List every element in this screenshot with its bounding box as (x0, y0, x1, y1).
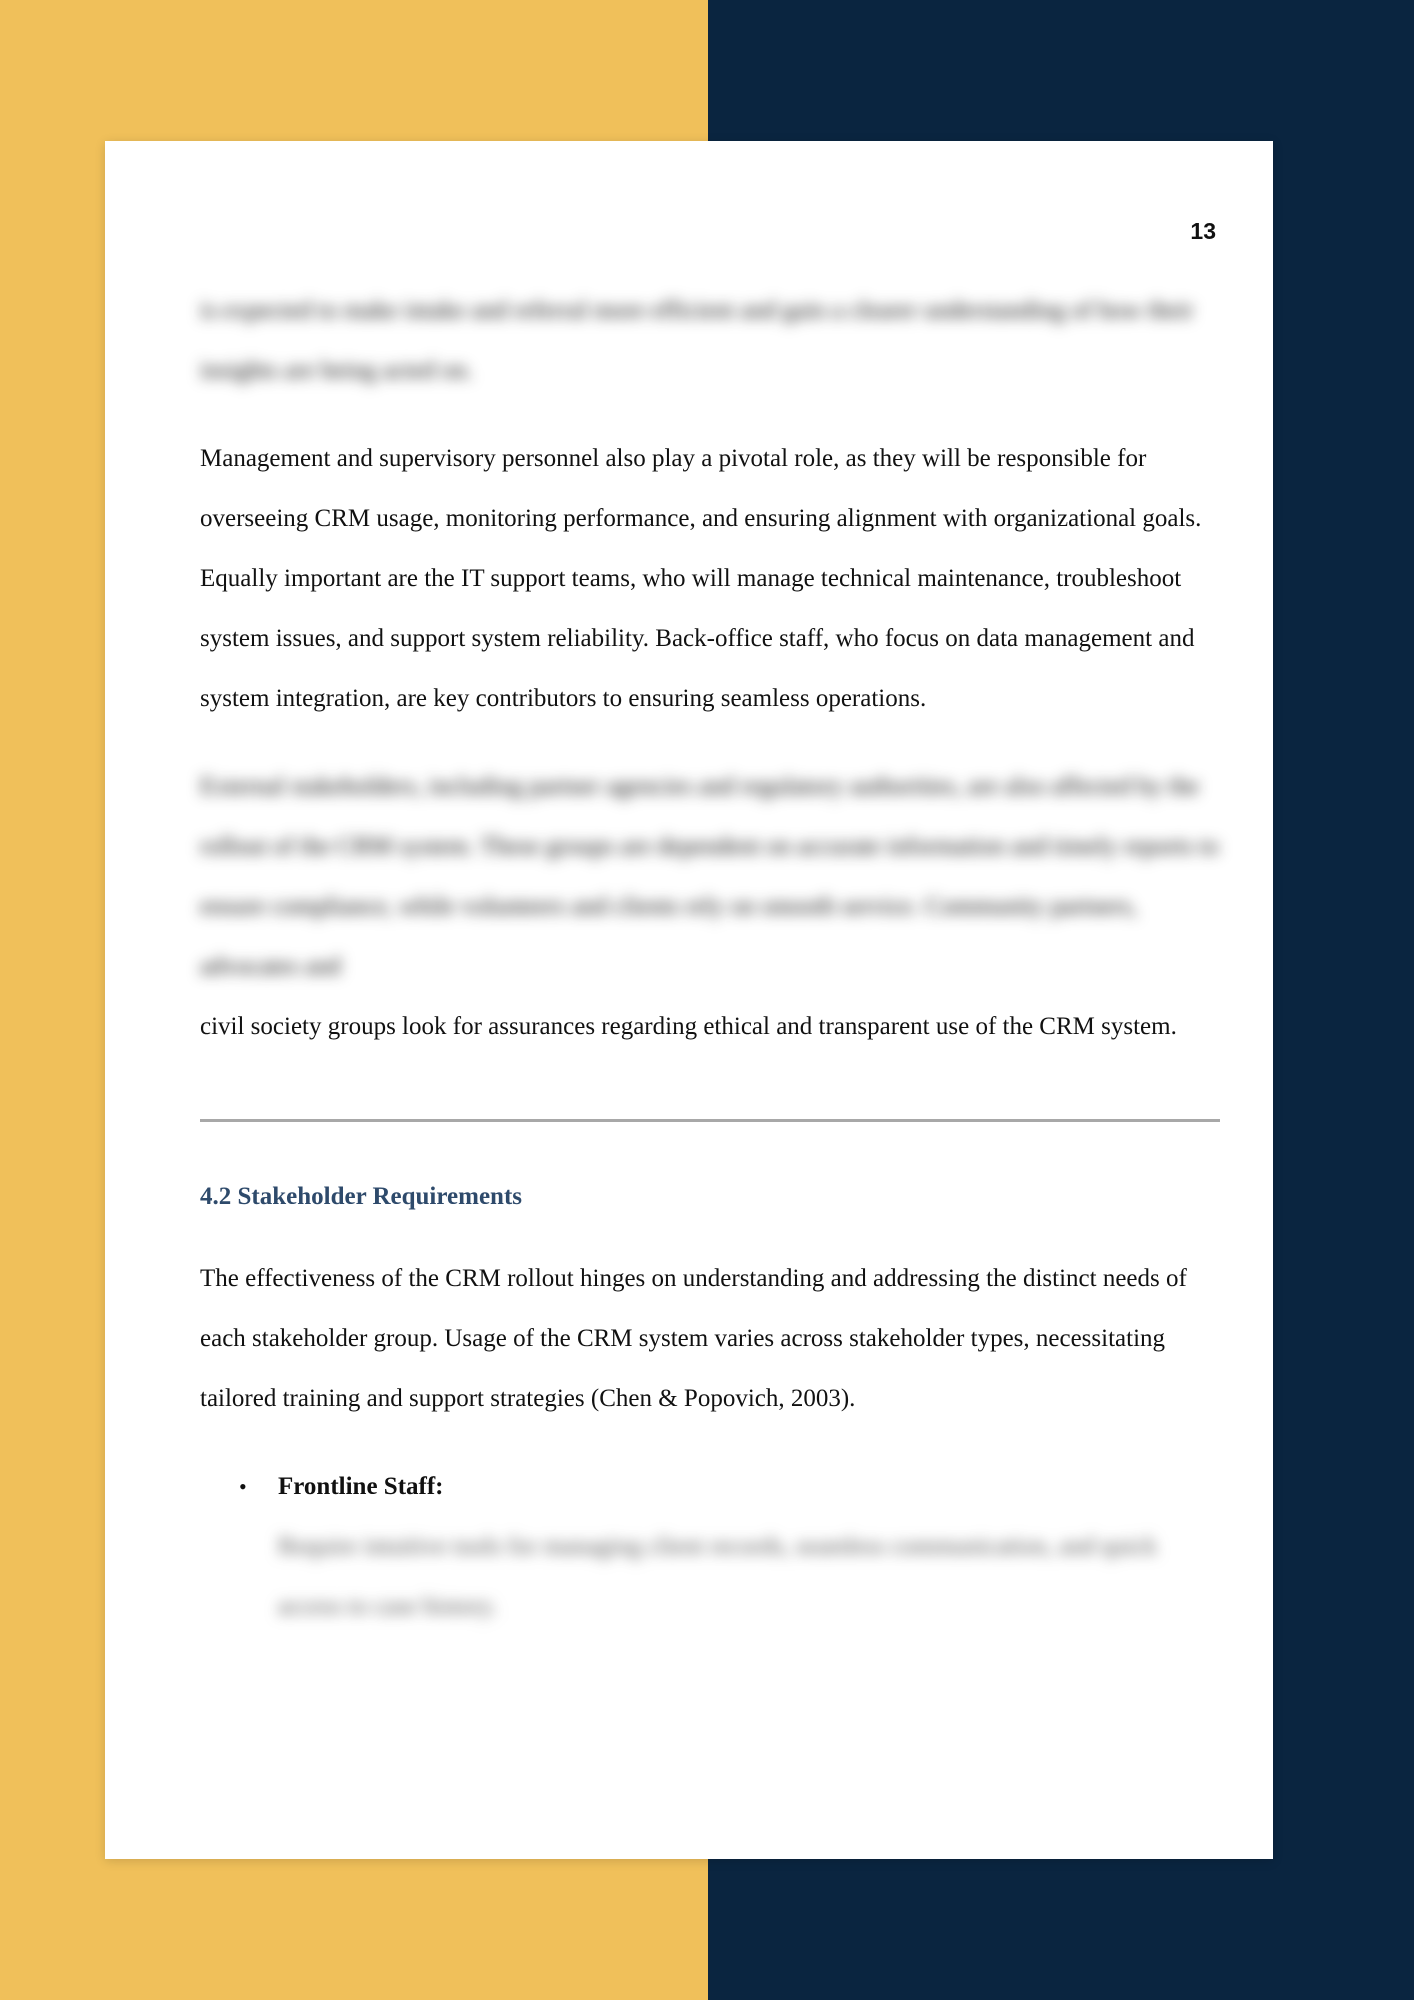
paragraph-civil-society: civil society groups look for assurances regarding ethical and transparent use of the CRM system. (200, 1013, 1177, 1040)
document-page (105, 141, 1273, 1859)
paragraph-management: Management and supervisory personnel also play a pivotal role, as they will be responsible for overseeing CRM usage, monitoring performance, and ensuring alignment with organizational goals. Equally important are the IT support teams, who will manage technical maintenance, troubleshoot system issues, and support system reliability. Back-office staff, who focus on data management and system integration, are key contributors to ensuring seamless operations. (200, 445, 1202, 712)
section-intro-paragraph: The effectiveness of the CRM rollout hinges on understanding and addressing the distinct needs of each stakeholder group. Usage of the CRM system varies across stakeholder types, necessitating tailored training and support strategies (Chen & Popovich, 2003). (200, 1265, 1187, 1412)
page-content (200, 281, 1220, 1637)
list-item-blurred-text: Require intuitive tools for managing client records, seamless communication, and quick access to case history. (278, 1533, 1157, 1620)
list-item (239, 1457, 1220, 1637)
blurred-paragraph-2: External stakeholders, including partner agencies and regulatory authorities, are also affected by the rollout of the CRM system. These groups are dependent on accurate information and timely reports to ensure compliance, while volunteers and clients rely on smooth service. Community partners, advocates and (200, 773, 1219, 980)
blurred-paragraph-1: is expected to make intake and referral more efficient and gain a clearer understanding of how their insights are being acted on. (200, 297, 1194, 384)
list-item-title: Frontline Staff: (278, 1473, 444, 1500)
bullet-icon: • (239, 1474, 247, 1499)
section-heading: 4.2 Stakeholder Requirements (200, 1183, 522, 1210)
page-number: 13 (1190, 218, 1216, 244)
stakeholder-list (200, 1457, 1220, 1637)
